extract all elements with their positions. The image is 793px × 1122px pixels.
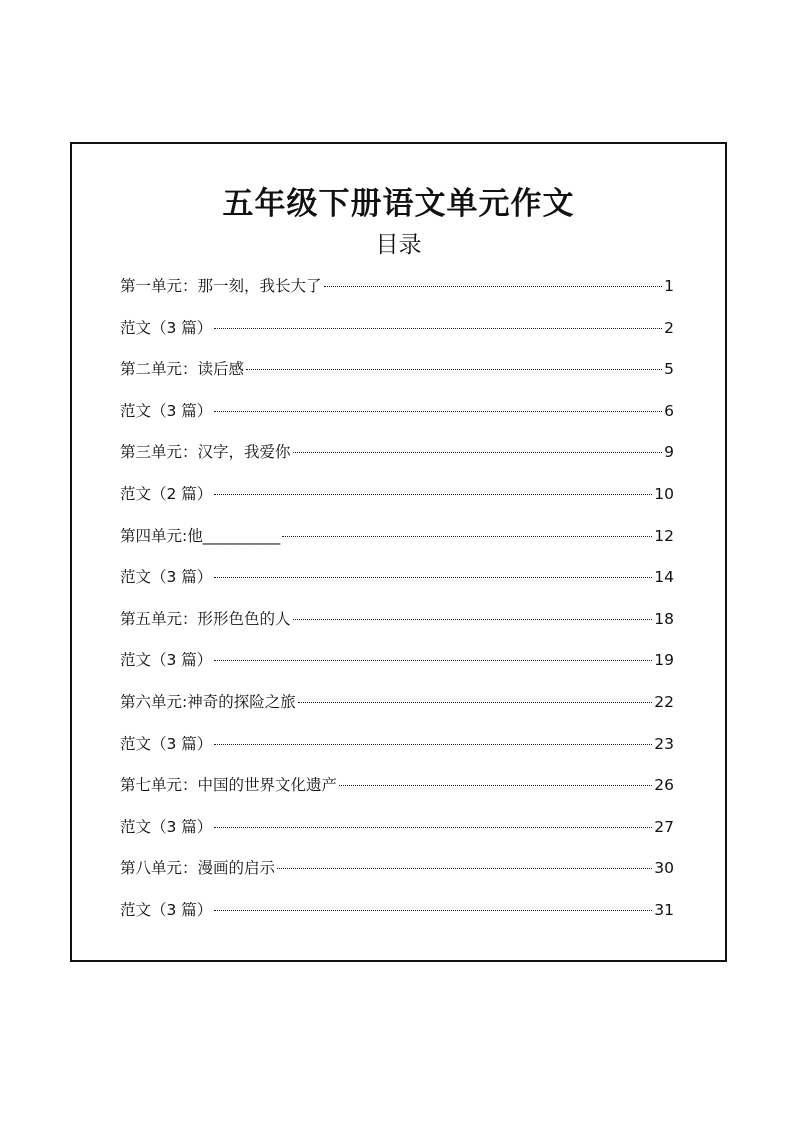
toc-entry-title: 范文（3 篇） bbox=[120, 651, 213, 670]
dot-leader bbox=[293, 619, 653, 620]
toc-entry-title: 第八单元：漫画的启示 bbox=[120, 859, 276, 878]
toc-entry[interactable] bbox=[120, 355, 674, 397]
toc-entry-page-number: 19 bbox=[654, 651, 674, 670]
dot-leader bbox=[214, 411, 662, 412]
toc-entry[interactable] bbox=[120, 730, 674, 772]
toc-entry-title: 第七单元：中国的世界文化遗产 bbox=[120, 776, 338, 795]
toc-entry-page-number: 12 bbox=[654, 526, 674, 545]
toc-entry-title: 范文（3 篇） bbox=[120, 817, 213, 836]
dot-leader bbox=[339, 785, 652, 786]
toc-entry[interactable] bbox=[120, 480, 674, 522]
toc-entry-page-number: 27 bbox=[654, 817, 674, 836]
toc-entry-title: 第四单元:他__________ bbox=[120, 526, 281, 545]
dot-leader bbox=[214, 328, 662, 329]
toc-entry[interactable] bbox=[120, 896, 674, 938]
toc-entry[interactable] bbox=[120, 688, 674, 730]
dot-leader bbox=[293, 452, 663, 453]
toc-entry-title: 第三单元：汉字，我爱你 bbox=[120, 443, 291, 462]
dot-leader bbox=[214, 494, 652, 495]
dot-leader bbox=[324, 286, 663, 287]
dot-leader bbox=[298, 702, 653, 703]
table-of-contents bbox=[120, 272, 674, 938]
toc-entry-page-number: 2 bbox=[664, 318, 674, 337]
toc-entry[interactable] bbox=[120, 605, 674, 647]
dot-leader bbox=[214, 744, 652, 745]
toc-entry-page-number: 22 bbox=[654, 692, 674, 711]
toc-entry[interactable] bbox=[120, 272, 674, 314]
toc-entry-page-number: 18 bbox=[654, 609, 674, 628]
toc-entry-title: 范文（3 篇） bbox=[120, 568, 213, 587]
dot-leader bbox=[214, 577, 652, 578]
dot-leader bbox=[214, 660, 652, 661]
toc-entry-page-number: 10 bbox=[654, 484, 674, 503]
toc-entry-title: 范文（3 篇） bbox=[120, 734, 213, 753]
toc-entry-page-number: 14 bbox=[654, 568, 674, 587]
toc-entry[interactable] bbox=[120, 314, 674, 356]
toc-entry[interactable] bbox=[120, 438, 674, 480]
toc-entry-page-number: 31 bbox=[654, 900, 674, 919]
toc-entry[interactable] bbox=[120, 854, 674, 896]
toc-entry-title: 范文（2 篇） bbox=[120, 484, 213, 503]
toc-entry[interactable] bbox=[120, 771, 674, 813]
page-title: 五年级下册语文单元作文 bbox=[222, 186, 575, 222]
toc-entry[interactable] bbox=[120, 563, 674, 605]
toc-entry[interactable] bbox=[120, 813, 674, 855]
toc-entry-page-number: 5 bbox=[664, 360, 674, 379]
toc-entry-title: 范文（3 篇） bbox=[120, 900, 213, 919]
toc-entry-title: 范文（3 篇） bbox=[120, 318, 213, 337]
toc-entry-title: 第五单元：形形色色的人 bbox=[120, 609, 291, 628]
toc-entry[interactable] bbox=[120, 646, 674, 688]
toc-entry[interactable] bbox=[120, 522, 674, 564]
dot-leader bbox=[277, 868, 652, 869]
toc-entry[interactable] bbox=[120, 397, 674, 439]
toc-heading: 目录 bbox=[375, 232, 422, 258]
toc-entry-title: 第六单元:神奇的探险之旅 bbox=[120, 692, 296, 711]
toc-entry-title: 第二单元：读后感 bbox=[120, 360, 245, 379]
dot-leader bbox=[214, 827, 652, 828]
dot-leader bbox=[246, 369, 662, 370]
toc-entry-title: 范文（3 篇） bbox=[120, 401, 213, 420]
toc-entry-page-number: 9 bbox=[664, 443, 674, 462]
toc-entry-page-number: 1 bbox=[664, 277, 674, 295]
toc-entry-title: 第一单元：那一刻，我长大了 bbox=[120, 277, 322, 295]
dot-leader bbox=[214, 910, 652, 911]
dot-leader bbox=[282, 536, 652, 537]
toc-entry-page-number: 30 bbox=[654, 859, 674, 878]
document-frame bbox=[70, 142, 727, 962]
toc-entry-page-number: 26 bbox=[654, 776, 674, 795]
toc-entry-page-number: 23 bbox=[654, 734, 674, 753]
toc-entry-page-number: 6 bbox=[664, 401, 674, 420]
